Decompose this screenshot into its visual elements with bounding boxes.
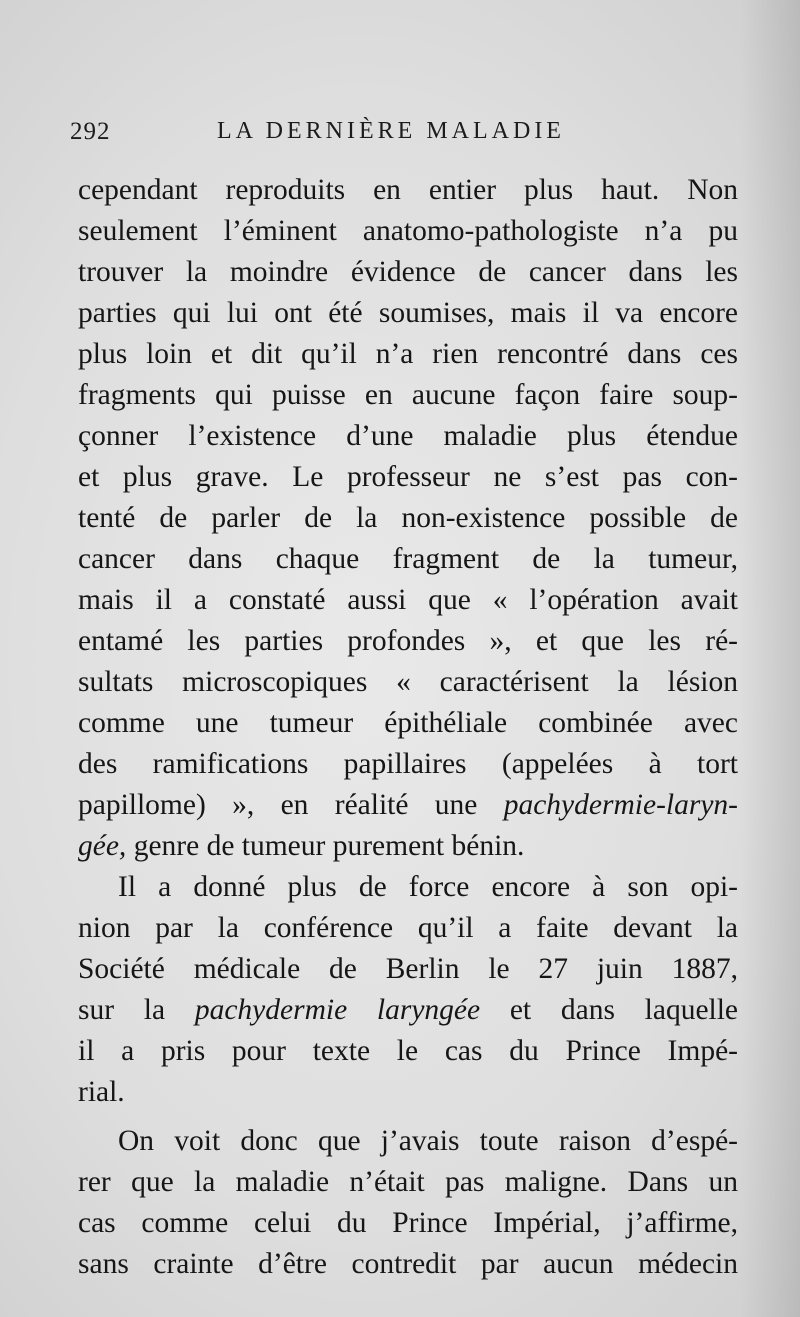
text-line: et plus grave. Le professeur ne s’est pas con- <box>78 461 738 493</box>
text-line: rer que la maladie n’était pas maligne. Dans un <box>78 1166 738 1198</box>
page-edge-shadow <box>740 0 800 1317</box>
text-line: fragments qui puisse en aucune façon faire soup- <box>78 379 738 411</box>
text-line: seulement l’éminent anatomo-pathologiste n’a pu <box>78 215 738 247</box>
page-number: 292 <box>70 118 111 145</box>
text-line: comme une tumeur épithéliale combinée avec <box>78 707 738 739</box>
text-line: parties qui lui ont été soumises, mais il va encore <box>78 297 738 329</box>
text-line: des ramifications papillaires (appelées à tort <box>78 748 738 780</box>
text-line: sultats microscopiques « caractérisent la lésion <box>78 666 738 698</box>
text-line: cependant reproduits en entier plus haut. Non <box>78 174 738 206</box>
text-line-with-italic <box>78 785 738 826</box>
text-line: çonner l’existence d’une maladie plus étendue <box>78 420 738 452</box>
text-line: sans crainte d’être contredit par aucun médecin <box>78 1248 738 1280</box>
text-run: et dans laquelle <box>480 994 739 1026</box>
text-run: genre de tumeur purement bénin. <box>126 830 525 862</box>
paragraph-gap <box>78 1113 738 1121</box>
text-run: sur la <box>78 994 166 1026</box>
text-line-with-italic <box>78 990 738 1031</box>
text-line: plus loin et dit qu’il n’a rien rencontré dans ces <box>78 338 738 370</box>
text-line: Société médicale de Berlin le 27 juin 1887, <box>78 953 738 985</box>
running-head <box>70 118 720 158</box>
italic-term: pachydermie-laryn- <box>503 789 738 821</box>
italic-term: pachydermie laryngée <box>194 994 481 1026</box>
text-line: cas comme celui du Prince Impérial, j’affirme, <box>78 1207 738 1239</box>
running-title: LA DERNIÈRE MALADIE <box>217 118 565 144</box>
text-line: il a pris pour texte le cas du Prince Impé- <box>78 1035 738 1067</box>
italic-term: gée, <box>78 830 127 862</box>
text-run: papillome) », en réalité une <box>78 789 478 821</box>
text-line: cancer dans chaque fragment de la tumeur, <box>78 543 738 575</box>
body-text <box>78 170 738 1285</box>
text-line: tenté de parler de la non-existence possible de <box>78 502 738 534</box>
text-line: trouver la moindre évidence de cancer dans les <box>78 256 738 288</box>
text-line: Il a donné plus de force encore à son opi- <box>118 871 738 903</box>
text-line: entamé les parties profondes », et que les ré- <box>78 625 738 657</box>
text-line: nion par la conférence qu’il a faite devant la <box>78 912 738 944</box>
text-line: mais il a constaté aussi que « l’opération avait <box>78 584 738 616</box>
text-line: On voit donc que j’avais toute raison d’espé- <box>118 1125 738 1157</box>
text-line-with-italic <box>78 826 738 867</box>
text-line: rial. <box>78 1076 125 1108</box>
